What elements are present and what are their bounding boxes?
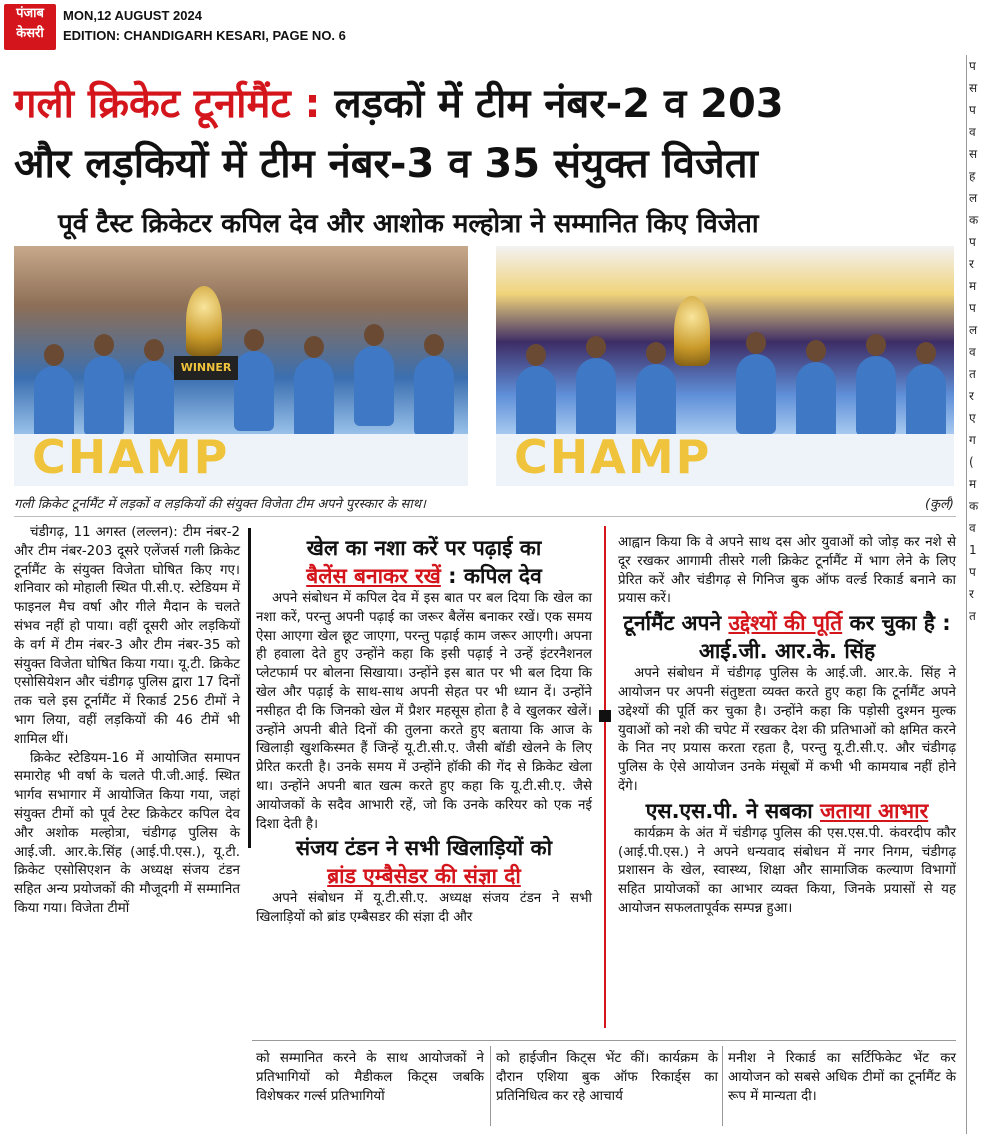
divider	[252, 1040, 956, 1041]
paragraph: चंडीगढ़, 11 अगस्त (लल्लन): टीम नंबर-2 और टीम नंबर-203 दूसरे एलेंजर्स गली क्रिकेट टूर्नामैंट के संयुक्त विजेता घोषित किए गए। शनिवार को मोहाली स्थित पी.सी.ए. स्टेडियम में फाइनल मैच वर्षा और गीले मैदान के चलते संभव नहीं हो पाया। वहीं दूसरी ओर लड़कियों के वर्ग में टीम नंबर-3 और टीम नंबर-35 को संयुक्त विजेता घोषित किया गया। यू.टी. क्रिकेट एसोसियेशन और चंडीगढ़ पुलिस द्वारा 17 दिनों तक चले इस टूर्नामैंट में रिकार्ड 256 टीमों ने भाग लिया, वहीं लड़कियों की 46 टीमें भी शामिल थीं।	[14, 525, 240, 747]
article-column-1	[14, 524, 240, 919]
champ-banner	[14, 430, 468, 486]
strip-char: र	[969, 587, 974, 601]
strip-char: ल	[969, 323, 978, 337]
champ-banner	[496, 430, 954, 486]
subhead-ssp	[618, 797, 956, 825]
strip-char: क	[969, 499, 979, 513]
strip-char: क	[969, 213, 979, 227]
subhead-underlined: ब्रांड एम्बैसेडर की संज्ञा दी	[327, 864, 521, 889]
strip-char: प	[969, 301, 976, 315]
strip-char: व	[969, 521, 976, 535]
strip-char: 1	[969, 543, 977, 557]
subhead-end: : कपिल देव	[440, 564, 542, 588]
paragraph: आह्वान किया कि वे अपने साथ दस ओर युवाओं को जोड़ कर नशे से दूर रखकर आगामी तीसरे गली क्रिकेट टूर्नामैंट में भाग लेने के लिए प्रेरित करें और चंडीगढ़ से गिनिज बुक ऑफ वर्ल्ड रिकार्ड बनाने का प्रयास करें।	[618, 535, 956, 607]
paragraph: अपने संबोधन में यू.टी.सी.ए. अध्यक्ष संजय टंडन ने सभी खिलाड़ियों को ब्रांड एम्बैसडर की संज्ञा दी और	[256, 891, 592, 926]
player-figure	[906, 364, 946, 444]
masthead	[0, 0, 984, 54]
strip-char: ए	[969, 411, 976, 425]
photo-boys-team	[14, 246, 468, 486]
column-divider	[604, 526, 606, 1028]
newspaper-logo	[4, 4, 56, 50]
strip-char: प	[969, 59, 976, 73]
player-figure	[736, 354, 776, 434]
edition-label: EDITION: CHANDIGARH KESARI, PAGE NO. 6	[63, 28, 346, 43]
strip-char: व	[969, 125, 976, 139]
strip-char: प	[969, 235, 976, 249]
caption-text: गली क्रिकेट टूर्नामैंट में लड़कों व लड़कियों की संयुक्त विजेता टीम अपने पुरस्कार के साथ।	[14, 497, 426, 512]
divider	[14, 516, 956, 517]
subhead-underlined: उद्देश्यों की पूर्ति	[728, 611, 843, 636]
strip-char: म	[969, 477, 977, 491]
player-figure	[134, 361, 174, 441]
strip-char: ग	[969, 433, 976, 447]
player-figure	[84, 356, 124, 436]
strip-char: त	[969, 609, 976, 623]
strip-char: र	[969, 389, 974, 403]
subhead-kapil-dev	[256, 534, 592, 590]
strip-char: व	[969, 345, 976, 359]
divider-marker	[599, 710, 611, 722]
headline-line2: और लड़कियों में टीम नंबर-3 व 35 संयुक्त विजेता	[14, 141, 758, 187]
subhead-underlined: बैलेंस बनाकर रखें	[306, 564, 441, 588]
strip-char: र	[969, 257, 974, 271]
strip-char: ह	[969, 169, 976, 183]
strip-char: ल	[969, 191, 978, 205]
headline-line1	[14, 74, 964, 134]
subhead-line: संजय टंडन ने सभी खिलाड़ियों को	[295, 836, 553, 861]
paragraph: अपने संबोधन में कपिल देव में इस बात पर बल दिया कि खेल का नशा करें, परन्तु अपनी पढ़ाई का जरूर बैलेंस बनाकर रखें। एक समय ऐसा आएगा खेल छूट जाएगा, परन्तु पढ़ाई काम जरूर आएगी। अपना ही हवाला देते हुए उन्होंने कहा कि इसी पढ़ाई ने उन्हें इंटरनैशनल प्लेटफार्म पर बोलना सिखाया। उन्होंने इस बात पर भी बल दिया कि खेल और पढ़ाई के साथ-साथ अपनी सेहत पर भी ध्यान दें। उन्होंने नसीहत दी कि जिनको खेल में प्रैशर महसूस होता है वे खुलकर खेलें। उन्होंने अपनी बीते दिनों की तुलना करते हुए बताया कि आज के खिलाड़ी खुशकिस्मत हैं जिन्हें यू.टी.सी.ए. जैसी बॉडी खेलने के लिए प्रेरित करती है। उनके समय में उन्होंने हॉकी की गेंद से क्रिकेट खेला था। उन्होंने अपनी बात खत्म करते हुए कहा कि यू.टी.सी.ए. जैसे आयोजकों के सदैव आभारी रहें, जो कि उनके करियर को एक नई दिशा देती है।	[256, 591, 592, 832]
photo-credit: (कुर्ल)	[925, 497, 954, 512]
subhead-sanjay-tandon	[256, 834, 592, 890]
strip-char: त	[969, 367, 976, 381]
trophy-icon	[674, 296, 710, 366]
bottom-column-1: को सम्मानित करने के साथ आयोजकों ने प्रतिभागियों को मैडीकल किट्स जबकि विशेषकर गर्ल्स प्रतिभागियों	[256, 1051, 484, 1104]
player-figure	[234, 351, 274, 431]
paragraph: कार्यक्रम के अंत में चंडीगढ़ पुलिस की एस.एस.पी. कंवरदीप कौर (आई.पी.एस.) ने अपने धन्यवाद संबोधन में नगर निगम, चंडीगढ़ प्रशासन के खेल, स्वास्थ्य, शिक्षा और सामाजिक कल्याण विभागों सहित प्रायोजकों का आभार व्यक्त किया, जिनके प्रयासों से यह आयोजन सफलतापूर्वक सम्पन्न हुआ।	[618, 825, 956, 916]
paragraph: क्रिकेट स्टेडियम-16 में आयोजित समापन समारोह भी वर्षा के चलते पी.जी.आई. स्थित भार्गव सभागार में आयोजित किया गया, जहां संयुक्त टीमों को पूर्व टेस्ट क्रिकेटर कपिल देव और अशोक मल्होत्रा, चंडीगढ़ पुलिस के आई.जी. आर.के.सिंह (आई.पी.एस.), यू.टी. क्रिकेट एसोसिएशन के अध्यक्ष संजय टंडन सहित अन्य प्रयोजकों की मौजूदगी में सम्मानित किया गया। विजेता टीमों	[14, 750, 240, 916]
strip-char: प	[969, 565, 976, 579]
subhead-start: एस.एस.पी. ने सबका	[645, 798, 821, 823]
trophy-icon	[186, 286, 222, 356]
column-divider	[248, 528, 251, 848]
strip-char: स	[969, 81, 978, 95]
strip-char: प	[969, 103, 976, 117]
article-column-3	[618, 534, 956, 919]
player-figure	[294, 358, 334, 438]
subhead-start: टूर्नामैंट अपने	[623, 611, 722, 636]
player-figure	[796, 362, 836, 442]
subheadline: पूर्व टैस्ट क्रिकेटर कपिल देव और आशोक मल्होत्रा ने सम्मानित किए विजेता	[58, 209, 759, 239]
article-column-2	[256, 534, 592, 928]
subhead-end: कर चुका है : आई.जी. आर.के. सिंह	[698, 611, 951, 664]
subhead-underlined: जताया आभार	[820, 798, 929, 823]
subhead-ig-singh	[618, 609, 956, 665]
player-figure	[414, 356, 454, 436]
paragraph: अपने संबोधन में चंडीगढ़ पुलिस के आई.जी. आर.के. सिंह ने आयोजन पर अपनी संतुष्टता व्यक्त करते हुए कहा कि टूर्नामैंट अपने उद्देश्यों की पूर्ति कर चुका है। उन्होंने कहा कि पड़ोसी दुश्मन मुल्क युवाओं को नशे की चपेट में रखकर देश की प्रतिभाओं को क्षमित करने के नित नए प्रयास करता रहता है, परन्तु यू.टी.सी.ए. और चंडीगढ़ पुलिस के ऐसे आयोजन उनके मंसूबों में कभी भी कामयाब नहीं होने देंगे।	[618, 666, 956, 794]
winner-plaque: WINNER	[174, 356, 238, 380]
logo-line1: पंजाब	[16, 6, 44, 21]
edition-info	[63, 6, 346, 46]
bottom-column-2: को हाईजीन किट्स भेंट कीं। कार्यक्रम के दौरान एशिया बुक ऑफ रिकार्ड्स का प्रतिनिधित्व कर रहे आचार्य	[496, 1051, 718, 1104]
banner-text: CHAMP	[32, 430, 230, 484]
adjacent-article-strip	[966, 55, 984, 1134]
headline-sep: :	[290, 81, 335, 127]
column-divider	[490, 1046, 491, 1126]
bottom-column-3: मनीश ने रिकार्ड का सर्टिफिकेट भेंट कर आयोजन को सबसे अधिक टीमों का टूर्नामैंट के रूप में मान्यता दी।	[728, 1051, 956, 1104]
strip-char: म	[969, 279, 977, 293]
issue-date: MON,12 AUGUST 2024	[63, 8, 202, 23]
banner-text: CHAMP	[514, 430, 712, 484]
column-divider	[722, 1046, 723, 1126]
photo-caption	[14, 494, 954, 512]
headline-red: गली क्रिकेट टूर्नामैंट	[14, 81, 291, 127]
photo-girls-team	[496, 246, 954, 486]
strip-char: (	[969, 455, 974, 469]
player-figure	[576, 358, 616, 438]
headline-rest: लड़कों में टीम नंबर-2 व 203	[334, 81, 784, 127]
logo-line2: केसरी	[16, 26, 44, 41]
player-figure	[856, 356, 896, 436]
player-figure	[354, 346, 394, 426]
strip-char: स	[969, 147, 978, 161]
subhead-line: खेल का नशा करें पर पढ़ाई का	[306, 536, 542, 560]
